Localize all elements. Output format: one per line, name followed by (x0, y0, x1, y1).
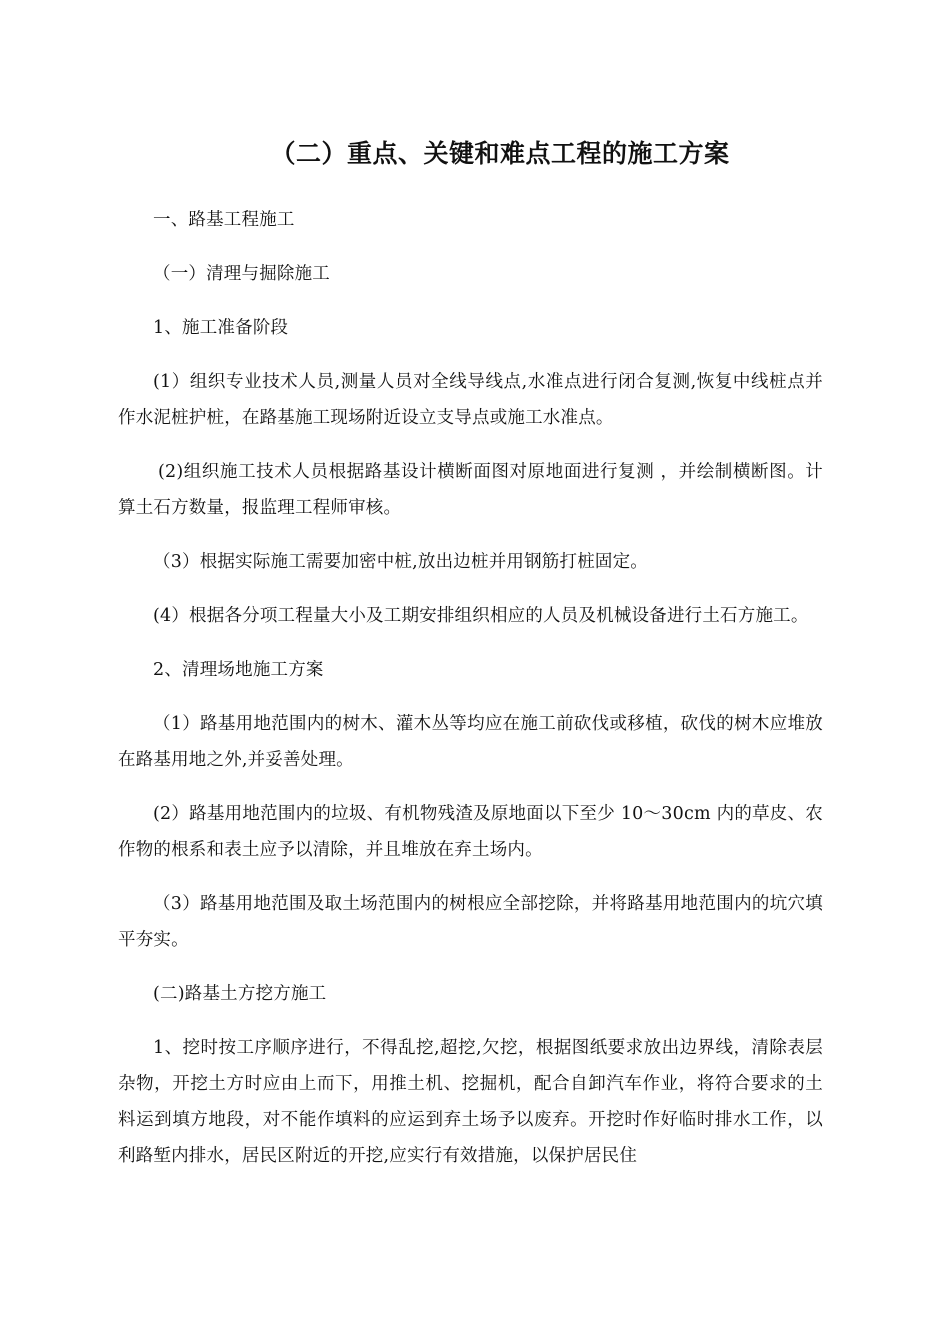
document-title: （二）重点、关键和难点工程的施工方案 (270, 139, 730, 168)
paragraph-cross-section: (2)组织施工技术人员根据路基设计横断面图对原地面进行复测 ，并绘制横断图。计算土石方数量，报监理工程师审核。 (118, 462, 823, 518)
paragraph-excavation: 1、挖时按工序顺序进行，不得乱挖,超挖,欠挖，根据图纸要求放出边界线，清除表层杂物，开挖土方时应由上而下，用推土机、挖掘机，配合自卸汽车作业，将符合要求的土料运到填方地段，对不能作填料的应运到弃土场予以废弃。开挖时作好临时排水工作，以利路堑内排水，居民区附近的开挖,应实行有效措施，以保护居民住 (118, 1038, 823, 1166)
paragraph-roots: （3）路基用地范围及取土场范围内的树根应全部挖除，并将路基用地范围内的坑穴填平夯实。 (118, 894, 823, 950)
paragraph-stakes: （3）根据实际施工需要加密中桩,放出边桩并用钢筋打桩固定。 (153, 552, 648, 572)
item-heading-site-clearing: 2、清理场地施工方案 (153, 660, 324, 680)
subsection-heading-clearing: （一）清理与掘除施工 (153, 264, 330, 284)
paragraph-equipment: (4）根据各分项工程量大小及工期安排组织相应的人员及机械设备进行土石方施工。 (153, 606, 809, 626)
paragraph-topsoil: (2）路基用地范围内的垃圾、有机物残渣及原地面以下至少 10～30cm 内的草皮、农作物的根系和表土应予以清除，并且堆放在弃土场内。 (118, 804, 823, 860)
paragraph-trees: （1）路基用地范围内的树木、灌木丛等均应在施工前砍伐或移植，砍伐的树木应堆放在路基用地之外,并妥善处理。 (118, 714, 823, 770)
subsection-heading-excavation: (二)路基土方挖方施工 (153, 984, 327, 1004)
paragraph-survey: (1）组织专业技术人员,测量人员对全线导线点,水准点进行闭合复测,恢复中线桩点并作水泥桩护桩，在路基施工现场附近设立支导点或施工水准点。 (118, 372, 823, 428)
section-heading-roadbed: 一、路基工程施工 (153, 210, 295, 230)
item-heading-preparation: 1、施工准备阶段 (153, 318, 289, 338)
document-body (118, 202, 823, 1192)
